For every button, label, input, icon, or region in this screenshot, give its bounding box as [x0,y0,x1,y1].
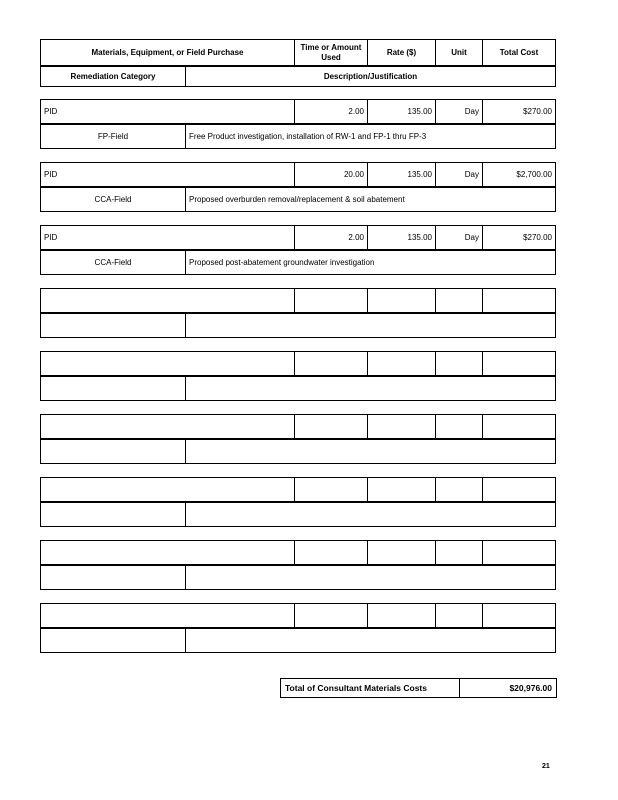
entry-item: PID [41,100,295,124]
entry-total: $270.00 [483,100,556,124]
entry-rate [368,415,436,439]
entry-category: CCA-Field [41,188,186,212]
header-item: Materials, Equipment, or Field Purchase [41,40,295,66]
entry-unit [436,541,483,565]
entry-amount [295,541,368,565]
entry-total [483,541,556,565]
entry-rate: 135.00 [368,163,436,187]
entry-total: $2,700.00 [483,163,556,187]
entry-item [41,352,295,376]
entry-description [186,377,556,401]
page-number: 21 [542,763,550,770]
entry-unit: Day [436,226,483,250]
entry-item [41,415,295,439]
entry-category [41,629,186,653]
entry-unit: Day [436,100,483,124]
entry-item [41,478,295,502]
entry-total [483,415,556,439]
entry-amount [295,352,368,376]
entry-unit [436,604,483,628]
entry-unit [436,352,483,376]
entry-description [186,566,556,590]
entry-rate [368,289,436,313]
entry-rate: 135.00 [368,100,436,124]
entry-block [40,225,555,275]
entry-item [41,541,295,565]
entry-block [40,162,555,212]
entry-rate [368,604,436,628]
entry-total [483,478,556,502]
entry-item [41,604,295,628]
entry-category: FP-Field [41,125,186,149]
header-amount: Time or Amount Used [295,40,368,66]
entry-block [40,351,555,401]
entry-unit [436,289,483,313]
entry-total [483,604,556,628]
entry-category [41,314,186,338]
entry-amount: 20.00 [295,163,368,187]
entry-description: Proposed post-abatement groundwater investigation [186,251,556,275]
entry-rate [368,352,436,376]
header-category: Remediation Category [41,67,186,87]
entry-description: Proposed overburden removal/replacement & soil abatement [186,188,556,212]
entry-category [41,440,186,464]
entry-category: CCA-Field [41,251,186,275]
entry-amount: 2.00 [295,100,368,124]
entry-total: $270.00 [483,226,556,250]
entry-description [186,314,556,338]
entry-category [41,503,186,527]
header-description: Description/Justification [186,67,556,87]
entry-block [40,603,555,653]
entry-rate: 135.00 [368,226,436,250]
entry-category [41,377,186,401]
entry-description [186,503,556,527]
header-rate: Rate ($) [368,40,436,66]
entry-unit [436,478,483,502]
entry-total [483,352,556,376]
entry-unit: Day [436,163,483,187]
entry-block [40,477,555,527]
entry-item: PID [41,163,295,187]
entry-rate [368,541,436,565]
entry-amount [295,478,368,502]
entry-amount [295,289,368,313]
entry-item: PID [41,226,295,250]
entry-block [40,414,555,464]
total-value: $20,976.00 [460,679,557,698]
total-label: Total of Consultant Materials Costs [281,679,460,698]
entry-block [40,99,555,149]
header-unit: Unit [436,40,483,66]
entry-total [483,289,556,313]
entry-block [40,288,555,338]
entry-item [41,289,295,313]
entry-amount: 2.00 [295,226,368,250]
entry-block [40,540,555,590]
entry-description [186,440,556,464]
entry-rate [368,478,436,502]
total-block [280,678,557,698]
entry-amount [295,415,368,439]
entry-amount [295,604,368,628]
entry-description: Free Product investigation, installation of RW-1 and FP-1 thru FP-3 [186,125,556,149]
header-block [40,39,555,87]
header-total: Total Cost [483,40,556,66]
entry-description [186,629,556,653]
entry-unit [436,415,483,439]
entry-category [41,566,186,590]
